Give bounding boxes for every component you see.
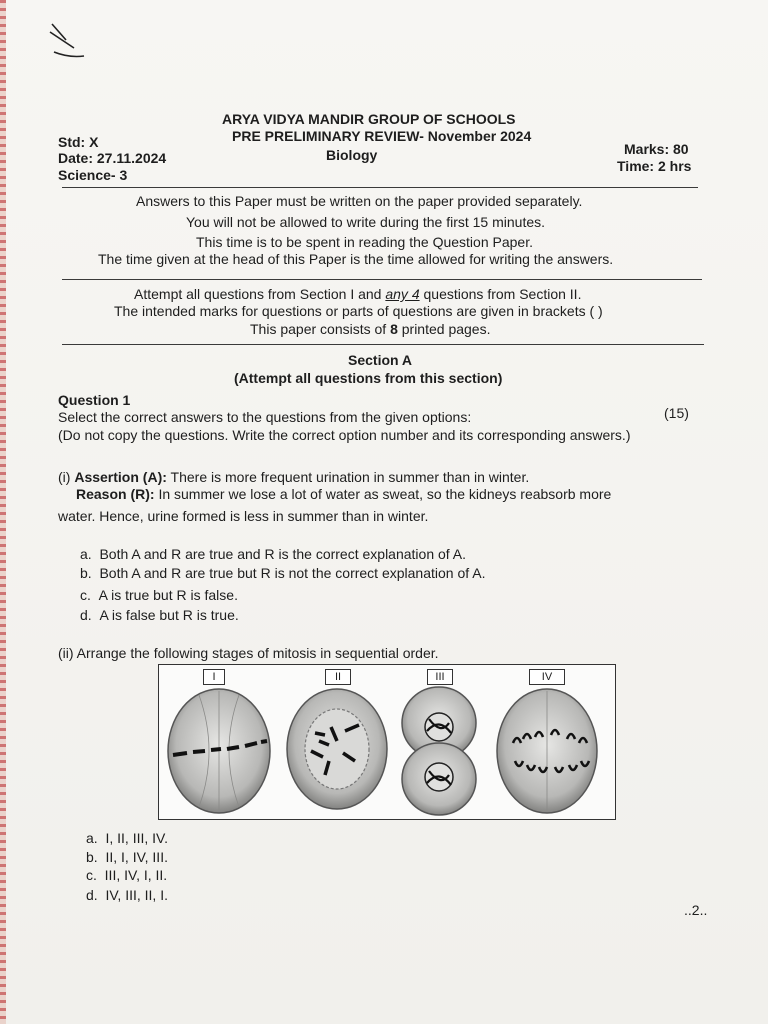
option-letter: d. — [86, 887, 98, 903]
attempt-any: any 4 — [385, 286, 420, 302]
divider — [62, 187, 698, 188]
reason-text: In summer we lose a lot of water as sweat, so the kidneys reabsorb more — [154, 486, 612, 502]
attempt-note — [134, 286, 581, 302]
figure-label-ii: II — [325, 669, 351, 685]
instruction-line: You will not be allowed to write during the first 15 minutes. — [186, 214, 546, 230]
assertion-text: There is more frequent urination in summer than in winter. — [166, 469, 530, 485]
handwritten-mark — [44, 18, 94, 63]
q1-reason — [76, 486, 611, 502]
page-marker: ..2.. — [684, 902, 708, 918]
question-title: Question 1 — [58, 392, 131, 408]
date-label: Date: 27.11.2024 — [58, 150, 167, 166]
pages-count: 8 — [390, 321, 398, 337]
q2-option — [86, 849, 168, 865]
option-text: A is true but R is false. — [98, 587, 238, 603]
question-instruction: Select the correct answers to the questions from the given options: — [58, 409, 472, 425]
mitosis-figure — [158, 664, 616, 820]
instruction-line: This time is to be spent in reading the Question Paper. — [196, 234, 533, 250]
option-text: II, I, IV, III. — [105, 849, 168, 865]
mitosis-drawings — [159, 665, 615, 819]
section-title: Section A — [348, 352, 413, 368]
pages-post: printed pages. — [397, 321, 491, 337]
question-note: (Do not copy the questions. Write the correct option number and its corresponding answers.) — [58, 427, 631, 443]
exam-title: PRE PRELIMINARY REVIEW- November 2024 — [232, 128, 532, 144]
option-text: III, IV, I, II. — [104, 867, 168, 883]
q1-option — [80, 587, 238, 603]
option-text: Both A and R are true and R is the correct explanation of A. — [99, 546, 467, 562]
subject: Biology — [326, 147, 378, 163]
q1-option — [80, 565, 485, 581]
section-subtitle: (Attempt all questions from this section) — [234, 370, 503, 386]
figure-label-i: I — [203, 669, 225, 685]
pages-pre: This paper consists of — [250, 321, 391, 337]
q1-reason-cont: water. Hence, urine formed is less in summer than in winter. — [58, 508, 429, 524]
divider — [62, 344, 704, 345]
pages-note — [250, 321, 490, 337]
q2-option — [86, 887, 168, 903]
divider — [62, 279, 702, 280]
attempt-post: questions from Section II. — [419, 286, 582, 302]
marks-note: The intended marks for questions or parts of questions are given in brackets ( ) — [114, 303, 603, 319]
cell-iv — [497, 689, 597, 813]
option-letter: d. — [80, 607, 92, 623]
option-letter: a. — [86, 830, 98, 846]
cell-iii — [402, 687, 476, 815]
marks-label: Marks: 80 — [624, 141, 689, 157]
option-text: IV, III, II, I. — [105, 887, 168, 903]
option-letter: c. — [80, 587, 91, 603]
science-label: Science- 3 — [58, 167, 128, 183]
cell-ii — [287, 689, 387, 809]
option-text: A is false but R is true. — [99, 607, 239, 623]
q2-option — [86, 867, 167, 883]
option-letter: a. — [80, 546, 92, 562]
q1-assertion — [58, 469, 529, 485]
question-marks: (15) — [664, 405, 689, 421]
option-letter: b. — [86, 849, 98, 865]
instruction-line: Answers to this Paper must be written on the paper provided separately. — [136, 193, 583, 209]
std-label: Std: X — [58, 134, 99, 150]
option-letter: c. — [86, 867, 97, 883]
figure-label-iv: IV — [529, 669, 565, 685]
q1-option — [80, 607, 239, 623]
page-edge — [0, 0, 6, 1024]
assertion-label: Assertion (A): — [74, 469, 167, 485]
time-label: Time: 2 hrs — [617, 158, 692, 174]
figure-label-iii: III — [427, 669, 453, 685]
reason-label: Reason (R): — [76, 486, 155, 502]
attempt-pre: Attempt all questions from Section I and — [134, 286, 386, 302]
school-name: ARYA VIDYA MANDIR GROUP OF SCHOOLS — [222, 111, 516, 127]
cell-i — [168, 689, 270, 813]
q2-text: (ii) Arrange the following stages of mitosis in sequential order. — [58, 645, 439, 661]
q2-option — [86, 830, 168, 846]
option-letter: b. — [80, 565, 92, 581]
q1-num: (i) — [58, 469, 75, 485]
option-text: Both A and R are true but R is not the correct explanation of A. — [99, 565, 486, 581]
option-text: I, II, III, IV. — [105, 830, 168, 846]
instruction-line: The time given at the head of this Paper is the time allowed for writing the answers. — [98, 251, 614, 267]
q1-option — [80, 546, 466, 562]
